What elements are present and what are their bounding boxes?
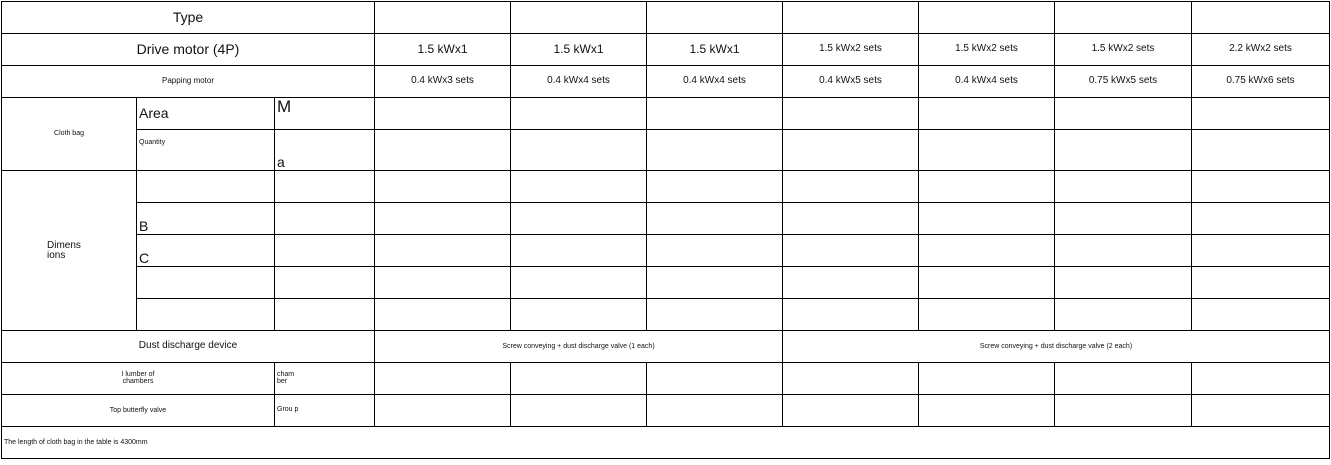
dimension-cell <box>919 171 1055 203</box>
dimension-cell <box>1055 171 1192 203</box>
dimension-cell <box>647 299 783 331</box>
drive-motor-value: 1.5 kWx1 <box>375 34 511 66</box>
butterfly-valve-cell <box>647 395 783 427</box>
dimension-cell <box>783 235 919 267</box>
chambers-cell <box>375 363 511 395</box>
dimension-cell <box>647 171 783 203</box>
drive-motor-value: 1.5 kWx2 sets <box>919 34 1055 66</box>
chambers-cell <box>919 363 1055 395</box>
drive-motor-row <box>2 34 1330 66</box>
dimension-cell <box>919 267 1055 299</box>
area-label: Area <box>137 98 275 130</box>
dimension-cell <box>511 171 647 203</box>
quantity-cell <box>647 130 783 171</box>
area-cell <box>1055 98 1192 130</box>
butterfly-valve-cell <box>511 395 647 427</box>
chambers-cell <box>1192 363 1330 395</box>
dust-discharge-row <box>2 331 1330 363</box>
chambers-label <box>2 363 275 395</box>
butterfly-valve-cell <box>375 395 511 427</box>
dimension-cell <box>783 171 919 203</box>
chambers-unit-text: cham ber <box>277 370 295 385</box>
chambers-unit <box>275 363 375 395</box>
dimension-unit <box>275 171 375 203</box>
footnote: The length of cloth bag in the table is 4300mm <box>2 427 1330 459</box>
dimension-cell <box>1192 235 1330 267</box>
butterfly-valve-row <box>2 395 1330 427</box>
dimension-unit <box>275 299 375 331</box>
dimension-cell <box>511 299 647 331</box>
dimension-cell <box>783 203 919 235</box>
cloth-bag-quantity-row <box>2 130 1330 171</box>
chambers-label-text: I lumber of chambers <box>121 370 155 385</box>
rapping-motor-value: 0.4 kWx4 sets <box>511 66 647 98</box>
drive-motor-value: 1.5 kWx2 sets <box>1055 34 1192 66</box>
dimension-cell <box>647 235 783 267</box>
cloth-bag-area-row <box>2 98 1330 130</box>
dimension-cell <box>783 267 919 299</box>
rapping-motor-value: 0.75 kWx5 sets <box>1055 66 1192 98</box>
chambers-cell <box>783 363 919 395</box>
dimension-cell <box>375 235 511 267</box>
area-cell <box>375 98 511 130</box>
dimension-c-label: C <box>137 235 275 267</box>
chambers-cell <box>511 363 647 395</box>
dimensions-label-text: Dimens ions <box>47 240 81 261</box>
dimension-sub <box>137 299 275 331</box>
dimension-cell <box>511 235 647 267</box>
type-cell <box>375 2 511 34</box>
quantity-label: Quantity <box>137 130 275 171</box>
dimension-cell <box>511 203 647 235</box>
quantity-cell <box>783 130 919 171</box>
dimension-cell <box>1055 267 1192 299</box>
dimension-unit <box>275 235 375 267</box>
dimension-cell <box>647 267 783 299</box>
drive-motor-value: 1.5 kWx1 <box>647 34 783 66</box>
footnote-row <box>2 427 1330 459</box>
dimension-cell <box>1192 267 1330 299</box>
dimensions-row <box>2 203 1330 235</box>
rapping-motor-value: 0.4 kWx3 sets <box>375 66 511 98</box>
dimension-sub <box>137 267 275 299</box>
type-cell <box>919 2 1055 34</box>
dimension-cell <box>375 171 511 203</box>
butterfly-valve-label: Top butterfly valve <box>2 395 275 427</box>
rapping-motor-label: Papping motor <box>2 66 375 98</box>
dimension-b-label: B <box>137 203 275 235</box>
dimension-cell <box>647 203 783 235</box>
butterfly-valve-cell <box>1192 395 1330 427</box>
rapping-motor-value: 0.75 kWx6 sets <box>1192 66 1330 98</box>
type-cell <box>783 2 919 34</box>
dimension-unit <box>275 203 375 235</box>
type-label: Type <box>2 2 375 34</box>
area-cell <box>511 98 647 130</box>
butterfly-valve-cell <box>783 395 919 427</box>
dimension-cell <box>375 299 511 331</box>
dimension-cell <box>919 299 1055 331</box>
type-cell <box>1055 2 1192 34</box>
quantity-cell <box>511 130 647 171</box>
dust-discharge-label: Dust discharge device <box>2 331 375 363</box>
type-cell <box>511 2 647 34</box>
cloth-bag-label: Cloth bag <box>2 98 137 171</box>
quantity-unit: a <box>275 130 375 171</box>
dimension-unit <box>275 267 375 299</box>
chambers-cell <box>647 363 783 395</box>
area-cell <box>647 98 783 130</box>
dimension-sub <box>137 171 275 203</box>
dimension-cell <box>1055 235 1192 267</box>
dimension-cell <box>919 235 1055 267</box>
dimension-cell <box>1192 203 1330 235</box>
dimension-cell <box>375 203 511 235</box>
area-cell <box>1192 98 1330 130</box>
dust-discharge-value-b: Screw conveying + dust discharge valve (2 each) <box>783 331 1330 363</box>
butterfly-valve-unit-text: Grou p <box>277 406 299 414</box>
dimensions-row <box>2 267 1330 299</box>
dimensions-row <box>2 235 1330 267</box>
butterfly-valve-unit <box>275 395 375 427</box>
area-cell <box>783 98 919 130</box>
quantity-cell <box>1055 130 1192 171</box>
rapping-motor-value: 0.4 kWx4 sets <box>919 66 1055 98</box>
drive-motor-value: 2.2 kWx2 sets <box>1192 34 1330 66</box>
type-cell <box>1192 2 1330 34</box>
dimensions-row <box>2 299 1330 331</box>
butterfly-valve-cell <box>919 395 1055 427</box>
rapping-motor-row <box>2 66 1330 98</box>
dimension-cell <box>1192 171 1330 203</box>
quantity-cell <box>1192 130 1330 171</box>
dust-discharge-value-a: Screw conveying + dust discharge valve (1 each) <box>375 331 783 363</box>
dimension-cell <box>919 203 1055 235</box>
dimension-cell <box>1055 299 1192 331</box>
butterfly-valve-cell <box>1055 395 1192 427</box>
dimension-cell <box>511 267 647 299</box>
rapping-motor-value: 0.4 kWx5 sets <box>783 66 919 98</box>
type-cell <box>647 2 783 34</box>
dimensions-row <box>2 171 1330 203</box>
dimensions-label <box>2 171 137 331</box>
drive-motor-value: 1.5 kWx1 <box>511 34 647 66</box>
dimension-cell <box>783 299 919 331</box>
type-row <box>2 2 1330 34</box>
drive-motor-value: 1.5 kWx2 sets <box>783 34 919 66</box>
quantity-cell <box>375 130 511 171</box>
area-cell <box>919 98 1055 130</box>
dimension-cell <box>375 267 511 299</box>
drive-motor-label: Drive motor (4P) <box>2 34 375 66</box>
chambers-row <box>2 363 1330 395</box>
quantity-cell <box>919 130 1055 171</box>
dimension-cell <box>1192 299 1330 331</box>
dimension-cell <box>1055 203 1192 235</box>
chambers-cell <box>1055 363 1192 395</box>
area-unit: M <box>275 98 375 130</box>
specification-table <box>1 1 1330 459</box>
rapping-motor-value: 0.4 kWx4 sets <box>647 66 783 98</box>
